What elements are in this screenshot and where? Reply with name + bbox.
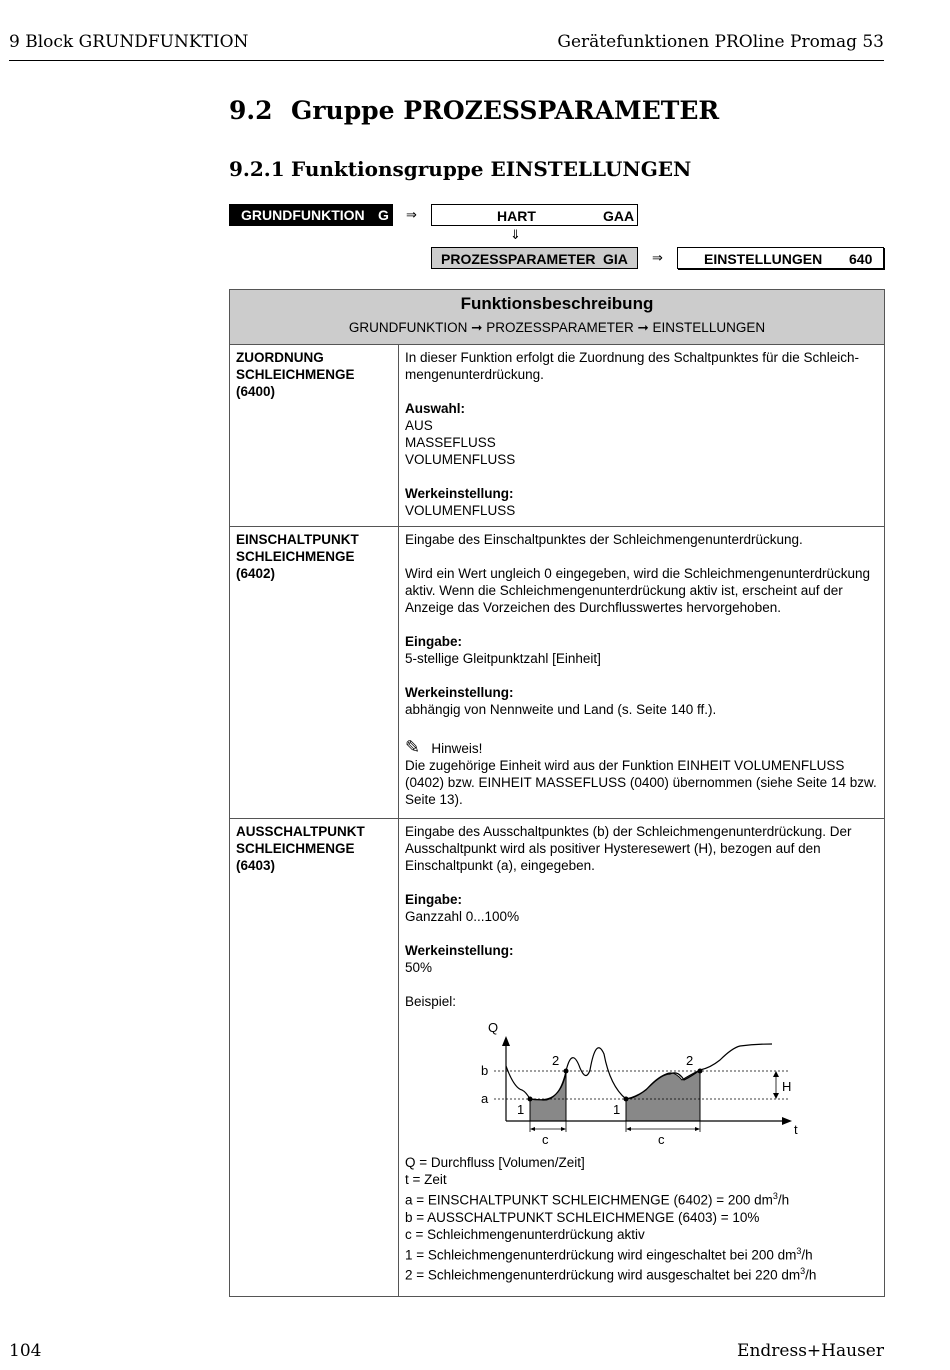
- column-divider: [398, 344, 399, 1296]
- option-item: VOLUMENFLUSS: [405, 452, 516, 467]
- subsection-title: Funktionsgruppe EINSTELLUNGEN: [291, 157, 692, 181]
- row-text-ausschaltpunkt: [405, 823, 880, 1010]
- row-label-ausschaltpunkt: [236, 823, 365, 874]
- q-axis-arrow: [502, 1036, 510, 1046]
- nav-grund-code: G: [378, 207, 389, 223]
- werk-value: 50%: [405, 960, 433, 975]
- label-line: SCHLEICHMENGE: [236, 549, 355, 564]
- eingabe-value: 5-stellige Gleitpunktzahl [Einheit]: [405, 651, 601, 666]
- intro-text: Eingabe des Einschaltpunktes der Schleichmengenunterdrückung.: [405, 532, 803, 547]
- hint-title: Hinweis!: [431, 741, 483, 756]
- page-number: 104: [9, 1341, 42, 1361]
- nav-box-hart: [431, 204, 638, 226]
- option-item: MASSEFLUSS: [405, 435, 496, 450]
- legend-line: c = Schleichmengenunterdrückung aktiv: [405, 1226, 645, 1242]
- flow-curve: [506, 1044, 772, 1100]
- switch-on-point: [624, 1097, 629, 1102]
- label-line: ZUORDNUNG: [236, 350, 324, 365]
- section-heading: [229, 96, 719, 125]
- interval-arrowhead: [561, 1127, 566, 1131]
- interval-arrowhead: [695, 1127, 700, 1131]
- nav-hart-label: HART: [497, 208, 536, 224]
- intro-text: In dieser Funktion erfolgt die Zuordnung des Schaltpunktes für die Schleich-mengenunterdrückung.: [405, 350, 860, 382]
- werk-title: Werkeinstellung:: [405, 685, 514, 700]
- row-text-zuordnung: [405, 349, 880, 519]
- arrow-right-icon: ⇒: [406, 207, 417, 222]
- diagram-legend: [405, 1154, 880, 1284]
- axis-label-q: Q: [488, 1020, 499, 1035]
- hysteresis-arrowhead: [773, 1093, 779, 1099]
- label-2: 2: [552, 1053, 560, 1068]
- row-label-zuordnung: [236, 349, 355, 400]
- nav-proz-label: PROZESSPARAMETER: [441, 251, 596, 267]
- function-description-table: [229, 289, 885, 1297]
- label-line: (6400): [236, 384, 276, 399]
- table-path: GRUNDFUNKTION ➞ PROZESSPARAMETER ➞ EINSTELLUNGEN: [348, 320, 766, 335]
- werk-title: Werkeinstellung:: [405, 486, 514, 501]
- option-item: AUS: [405, 418, 433, 433]
- legend-line: Q = Durchfluss [Volumen/Zeit]: [405, 1155, 585, 1170]
- subsection-heading: [229, 157, 691, 181]
- nav-proz-code: GIA: [603, 251, 628, 267]
- nav-box-einstellungen: [677, 247, 884, 269]
- nav-einst-label: EINSTELLUNGEN: [704, 251, 823, 267]
- werk-value: abhängig von Nennweite und Land (s. Seite 140 ff.).: [405, 702, 717, 717]
- eingabe-title: Eingabe:: [405, 634, 463, 649]
- nav-hart-code: GAA: [603, 208, 635, 224]
- running-header-left: 9 Block GRUNDFUNKTION: [9, 32, 249, 52]
- table-header: [230, 290, 884, 345]
- label-line: EINSCHALTPUNKT: [236, 532, 359, 547]
- switch-off-point: [698, 1069, 703, 1074]
- label-c: c: [658, 1132, 665, 1147]
- pencil-icon: ✎: [405, 737, 421, 757]
- row-label-einschaltpunkt: [236, 531, 359, 582]
- t-axis-arrow: [782, 1117, 792, 1125]
- interval-arrowhead: [530, 1127, 535, 1131]
- section-title: Gruppe PROZESSPARAMETER: [291, 96, 720, 125]
- hysteresis-arrowhead: [773, 1071, 779, 1077]
- label-line: SCHLEICHMENGE: [236, 841, 355, 856]
- label-line: (6403): [236, 858, 276, 873]
- body-text: Wird ein Wert ungleich 0 eingegeben, wird die Schleichmengenunterdrückung aktiv. Wenn die Schleichmengenunterdrückung aktiv ist, erscheint auf der Anzeige das Vorzeichen des Durchflusswertes hervorgehoben.: [405, 566, 871, 615]
- nav-box-prozessparameter: [431, 247, 638, 269]
- switch-on-point: [528, 1097, 533, 1102]
- nav-einst-code: 640: [849, 251, 873, 267]
- switch-off-point: [564, 1069, 569, 1074]
- label-line: AUSSCHALTPUNKT: [236, 824, 365, 839]
- interval-arrowhead: [626, 1127, 631, 1131]
- row-divider: [230, 526, 884, 527]
- axis-label-t: t: [794, 1122, 798, 1137]
- label-a: a: [481, 1091, 489, 1106]
- subsection-number: 9.2.1: [229, 157, 285, 181]
- auswahl-title: Auswahl:: [405, 401, 466, 416]
- nav-grund-label: GRUNDFUNKTION: [241, 207, 365, 223]
- eingabe-title: Eingabe:: [405, 892, 463, 907]
- header-rule: [9, 60, 884, 61]
- label-1: 1: [613, 1102, 621, 1117]
- arrow-right-icon: ⇒: [652, 250, 663, 265]
- werk-title: Werkeinstellung:: [405, 943, 514, 958]
- label-line: SCHLEICHMENGE: [236, 367, 355, 382]
- row-text-einschaltpunkt: [405, 531, 880, 808]
- label-2: 2: [686, 1053, 694, 1068]
- legend-line: a = EINSCHALTPUNKT SCHLEICHMENGE (6402) = 200 $dm^3/h$: [405, 1191, 790, 1208]
- eingabe-value: Ganzzahl 0...100%: [405, 909, 520, 924]
- table-title: Funktionsbeschreibung: [460, 294, 654, 313]
- label-line: (6402): [236, 566, 276, 581]
- label-1: 1: [517, 1102, 525, 1117]
- brand-logo-text: Endress+Hauser: [737, 1341, 884, 1361]
- row-divider: [230, 818, 884, 819]
- legend-line: b = AUSSCHALTPUNKT SCHLEICHMENGE (6403) = 10%: [405, 1209, 760, 1225]
- arrow-down-icon: ⇓: [510, 227, 521, 242]
- hysteresis-diagram: [470, 1018, 810, 1148]
- legend-line: 2 = Schleichmengenunterdrückung wird ausgeschaltet bei 220 $dm^3/h$: [405, 1266, 817, 1283]
- label-c: c: [542, 1132, 549, 1147]
- nav-box-grundfunktion: [229, 204, 393, 226]
- hint-text: Die zugehörige Einheit wird aus der Funktion EINHEIT VOLUMENFLUSS (0402) bzw. EINHEIT MASSEFLUSS (0400) übernommen (siehe Seite 14 bzw. Seite 13).: [405, 758, 877, 807]
- label-b: b: [481, 1063, 489, 1078]
- beispiel-label: Beispiel:: [405, 994, 457, 1009]
- label-h: H: [782, 1079, 792, 1094]
- werk-value: VOLUMENFLUSS: [405, 503, 516, 518]
- section-number: 9.2: [229, 96, 273, 125]
- legend-line: 1 = Schleichmengenunterdrückung wird eingeschaltet bei 200 $dm^3/h$: [405, 1245, 813, 1262]
- intro-text: Eingabe des Ausschaltpunktes (b) der Schleichmengenunterdrückung. Der Ausschaltpunkt wird als positiver Hysteresewert (H), bezogen auf den Einschaltpunkt (a), eingegeben.: [405, 824, 852, 873]
- running-header-right: Gerätefunktionen PROline Promag 53: [557, 32, 884, 52]
- shaded-region-1: [530, 1071, 566, 1121]
- legend-line: t = Zeit: [405, 1172, 447, 1187]
